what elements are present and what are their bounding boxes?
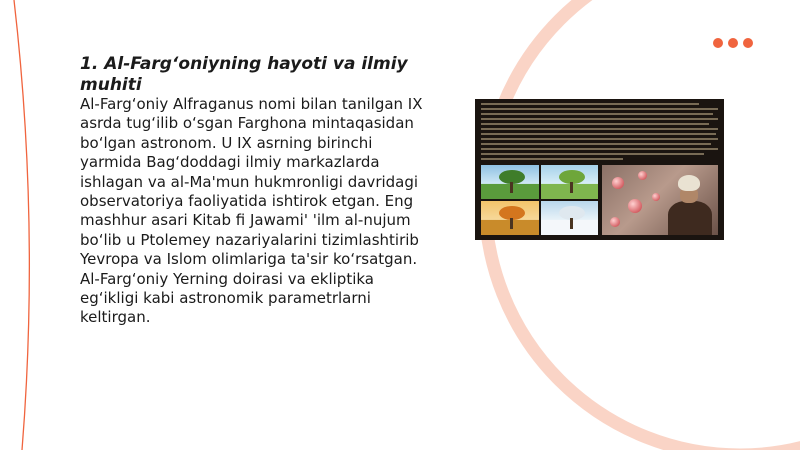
decorative-left-arc [14, 0, 29, 450]
four-seasons-trees [481, 165, 598, 235]
planet [652, 193, 660, 201]
planet [628, 199, 642, 213]
dot [728, 38, 738, 48]
planet [612, 177, 624, 189]
scholar-figure [668, 201, 712, 235]
dot [743, 38, 753, 48]
planet [610, 217, 620, 227]
three-dots-icon [713, 38, 753, 48]
turban [678, 175, 700, 191]
illustration-text-block [481, 103, 718, 163]
planet [638, 171, 647, 180]
slide-illustration [475, 99, 724, 240]
scholar-with-planets [602, 165, 718, 235]
tree-spring [541, 165, 599, 199]
tree-winter [541, 201, 599, 235]
tree-autumn [481, 201, 539, 235]
slide-body-text: Al-Farg‘oniy Alfraganus nomi bilan tanilgan IX asrda tug‘ilib o‘sgan Farghona mintaqasidan bo‘lgan astronom. U IX asrning birinchi yarmida Bag‘doddagi ilmiy markazlarda ishlagan va al-Ma'mun hukmronligi davridagi observatoriya faoliyatida ishtirok etgan. Eng mashhur asari Kitab fi Jawami' 'ilm al-nujum bo‘lib u Ptolemey nazariyalarini tizimlashtirib Yevropa va Islom olimlariga ta'sir ko‘rsatgan. Al-Farg‘oniy Yerning doirasi va ekliptika eg‘ikligi kabi astronomik parametrlarni keltirgan. [80, 95, 423, 327]
dot [713, 38, 723, 48]
slide-title: 1. Al-Farg‘oniyning hayoti va ilmiy muhiti [80, 54, 408, 95]
tree-summer [481, 165, 539, 199]
